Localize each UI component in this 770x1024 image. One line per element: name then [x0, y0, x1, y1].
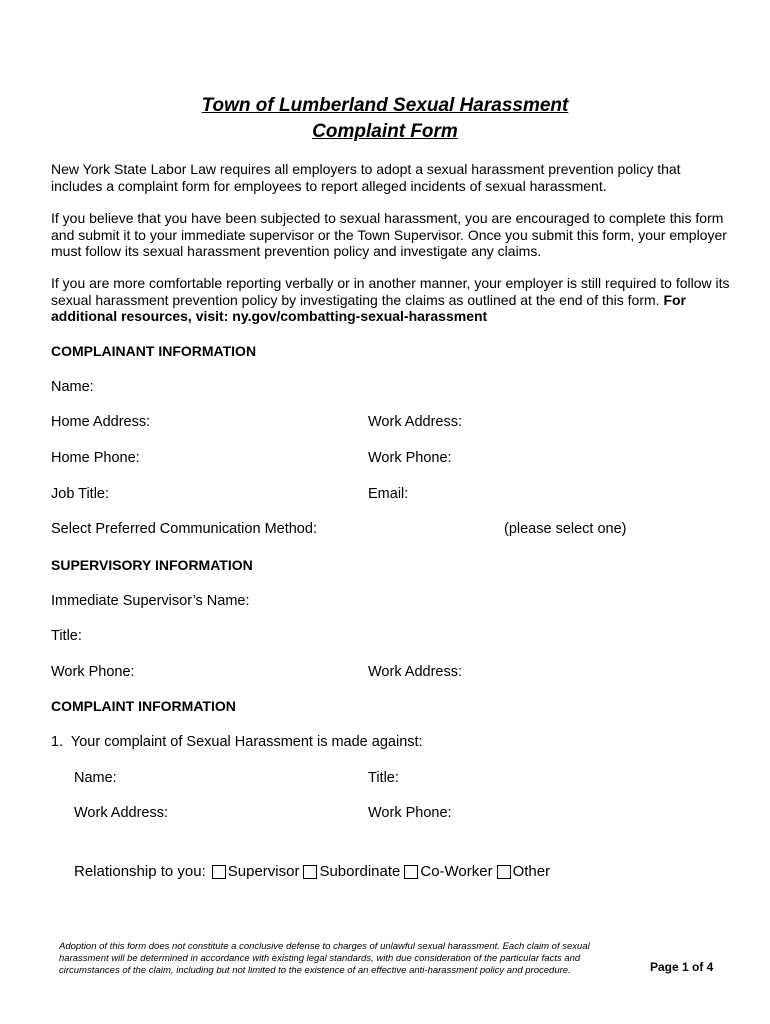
relationship-label: Relationship to you: [74, 863, 206, 880]
intro-paragraph-3 [51, 275, 731, 325]
complaint-heading: COMPLAINT INFORMATION [51, 698, 236, 714]
coworker-checkbox[interactable] [404, 865, 418, 879]
other-checkbox[interactable] [497, 865, 511, 879]
relationship-option-subordinate[interactable] [301, 863, 400, 880]
home-phone-label: Home Phone: [51, 450, 140, 466]
legal-disclaimer: Adoption of this form does not constitute a conclusive defense to charges of unlawful sexual harassment. Each claim of sexual harassment will be determined in accordance with existing legal standards, with due consideration of the particular facts and circumstances of the claim, including but not limited to the existence of an effective anti-harassment policy and procedure. [59, 941, 590, 976]
complainant-heading: COMPLAINANT INFORMATION [51, 343, 257, 359]
accused-work-address-label: Work Address: [74, 805, 169, 821]
supervisor-title-label: Title: [51, 628, 82, 644]
home-address-label: Home Address: [51, 414, 151, 430]
communication-method-label: Select Preferred Communication Method: [51, 521, 317, 537]
work-address-label: Work Address: [368, 414, 463, 430]
communication-method-select[interactable]: (please select one) [504, 521, 627, 537]
form-title-line2: Complaint Form [312, 121, 458, 142]
supervisor-work-address-label: Work Address: [368, 664, 463, 680]
supervisor-checkbox[interactable] [212, 865, 226, 879]
other-option-label: Other [512, 863, 551, 880]
complainant-name-label: Name: [51, 379, 94, 395]
intro-paragraph-1: New York State Labor Law requires all employers to adopt a sexual harassment prevention policy that includes a complaint form for employees to report alleged incidents of sexual harassment. [51, 161, 681, 194]
page-number: Page 1 of 4 [650, 960, 714, 974]
supervisor-work-phone-label: Work Phone: [51, 664, 135, 680]
accused-name-label: Name: [74, 770, 117, 786]
complaint-question-1: 1. Your complaint of Sexual Harassment is made against: [51, 734, 423, 750]
supervisor-option-label: Supervisor [227, 863, 300, 880]
relationship-option-other[interactable] [495, 863, 551, 880]
relationship-option-supervisor[interactable] [210, 863, 300, 880]
intro-paragraph-3-text: If you are more comfortable reporting verbally or in another manner, your employer is still required to follow its sexual harassment prevention policy by investigating the claims as outlined at the end of this form. [51, 275, 730, 308]
intro-paragraph-2: If you believe that you have been subjected to sexual harassment, you are encouraged to complete this form and submit it to your immediate supervisor or the Town Supervisor. Once you submit this form, your employer must follow its sexual harassment prevention policy and investigate any claims. [51, 210, 727, 259]
subordinate-option-label: Subordinate [319, 863, 401, 880]
relationship-option-coworker[interactable] [402, 863, 492, 880]
email-label: Email: [368, 486, 409, 502]
coworker-option-label: Co-Worker [420, 863, 493, 880]
resources-link-text: For additional resources, visit: ny.gov/combatting-sexual-harassment [51, 291, 687, 324]
relationship-row [74, 863, 550, 880]
job-title-label: Job Title: [51, 486, 110, 502]
form-title-line1: Town of Lumberland Sexual Harassment [201, 95, 569, 116]
work-phone-label: Work Phone: [368, 450, 452, 466]
supervisory-heading: SUPERVISORY INFORMATION [51, 557, 253, 573]
accused-title-label: Title: [368, 770, 399, 786]
supervisor-name-label: Immediate Supervisor’s Name: [51, 593, 250, 609]
accused-work-phone-label: Work Phone: [368, 805, 452, 821]
subordinate-checkbox[interactable] [303, 865, 317, 879]
